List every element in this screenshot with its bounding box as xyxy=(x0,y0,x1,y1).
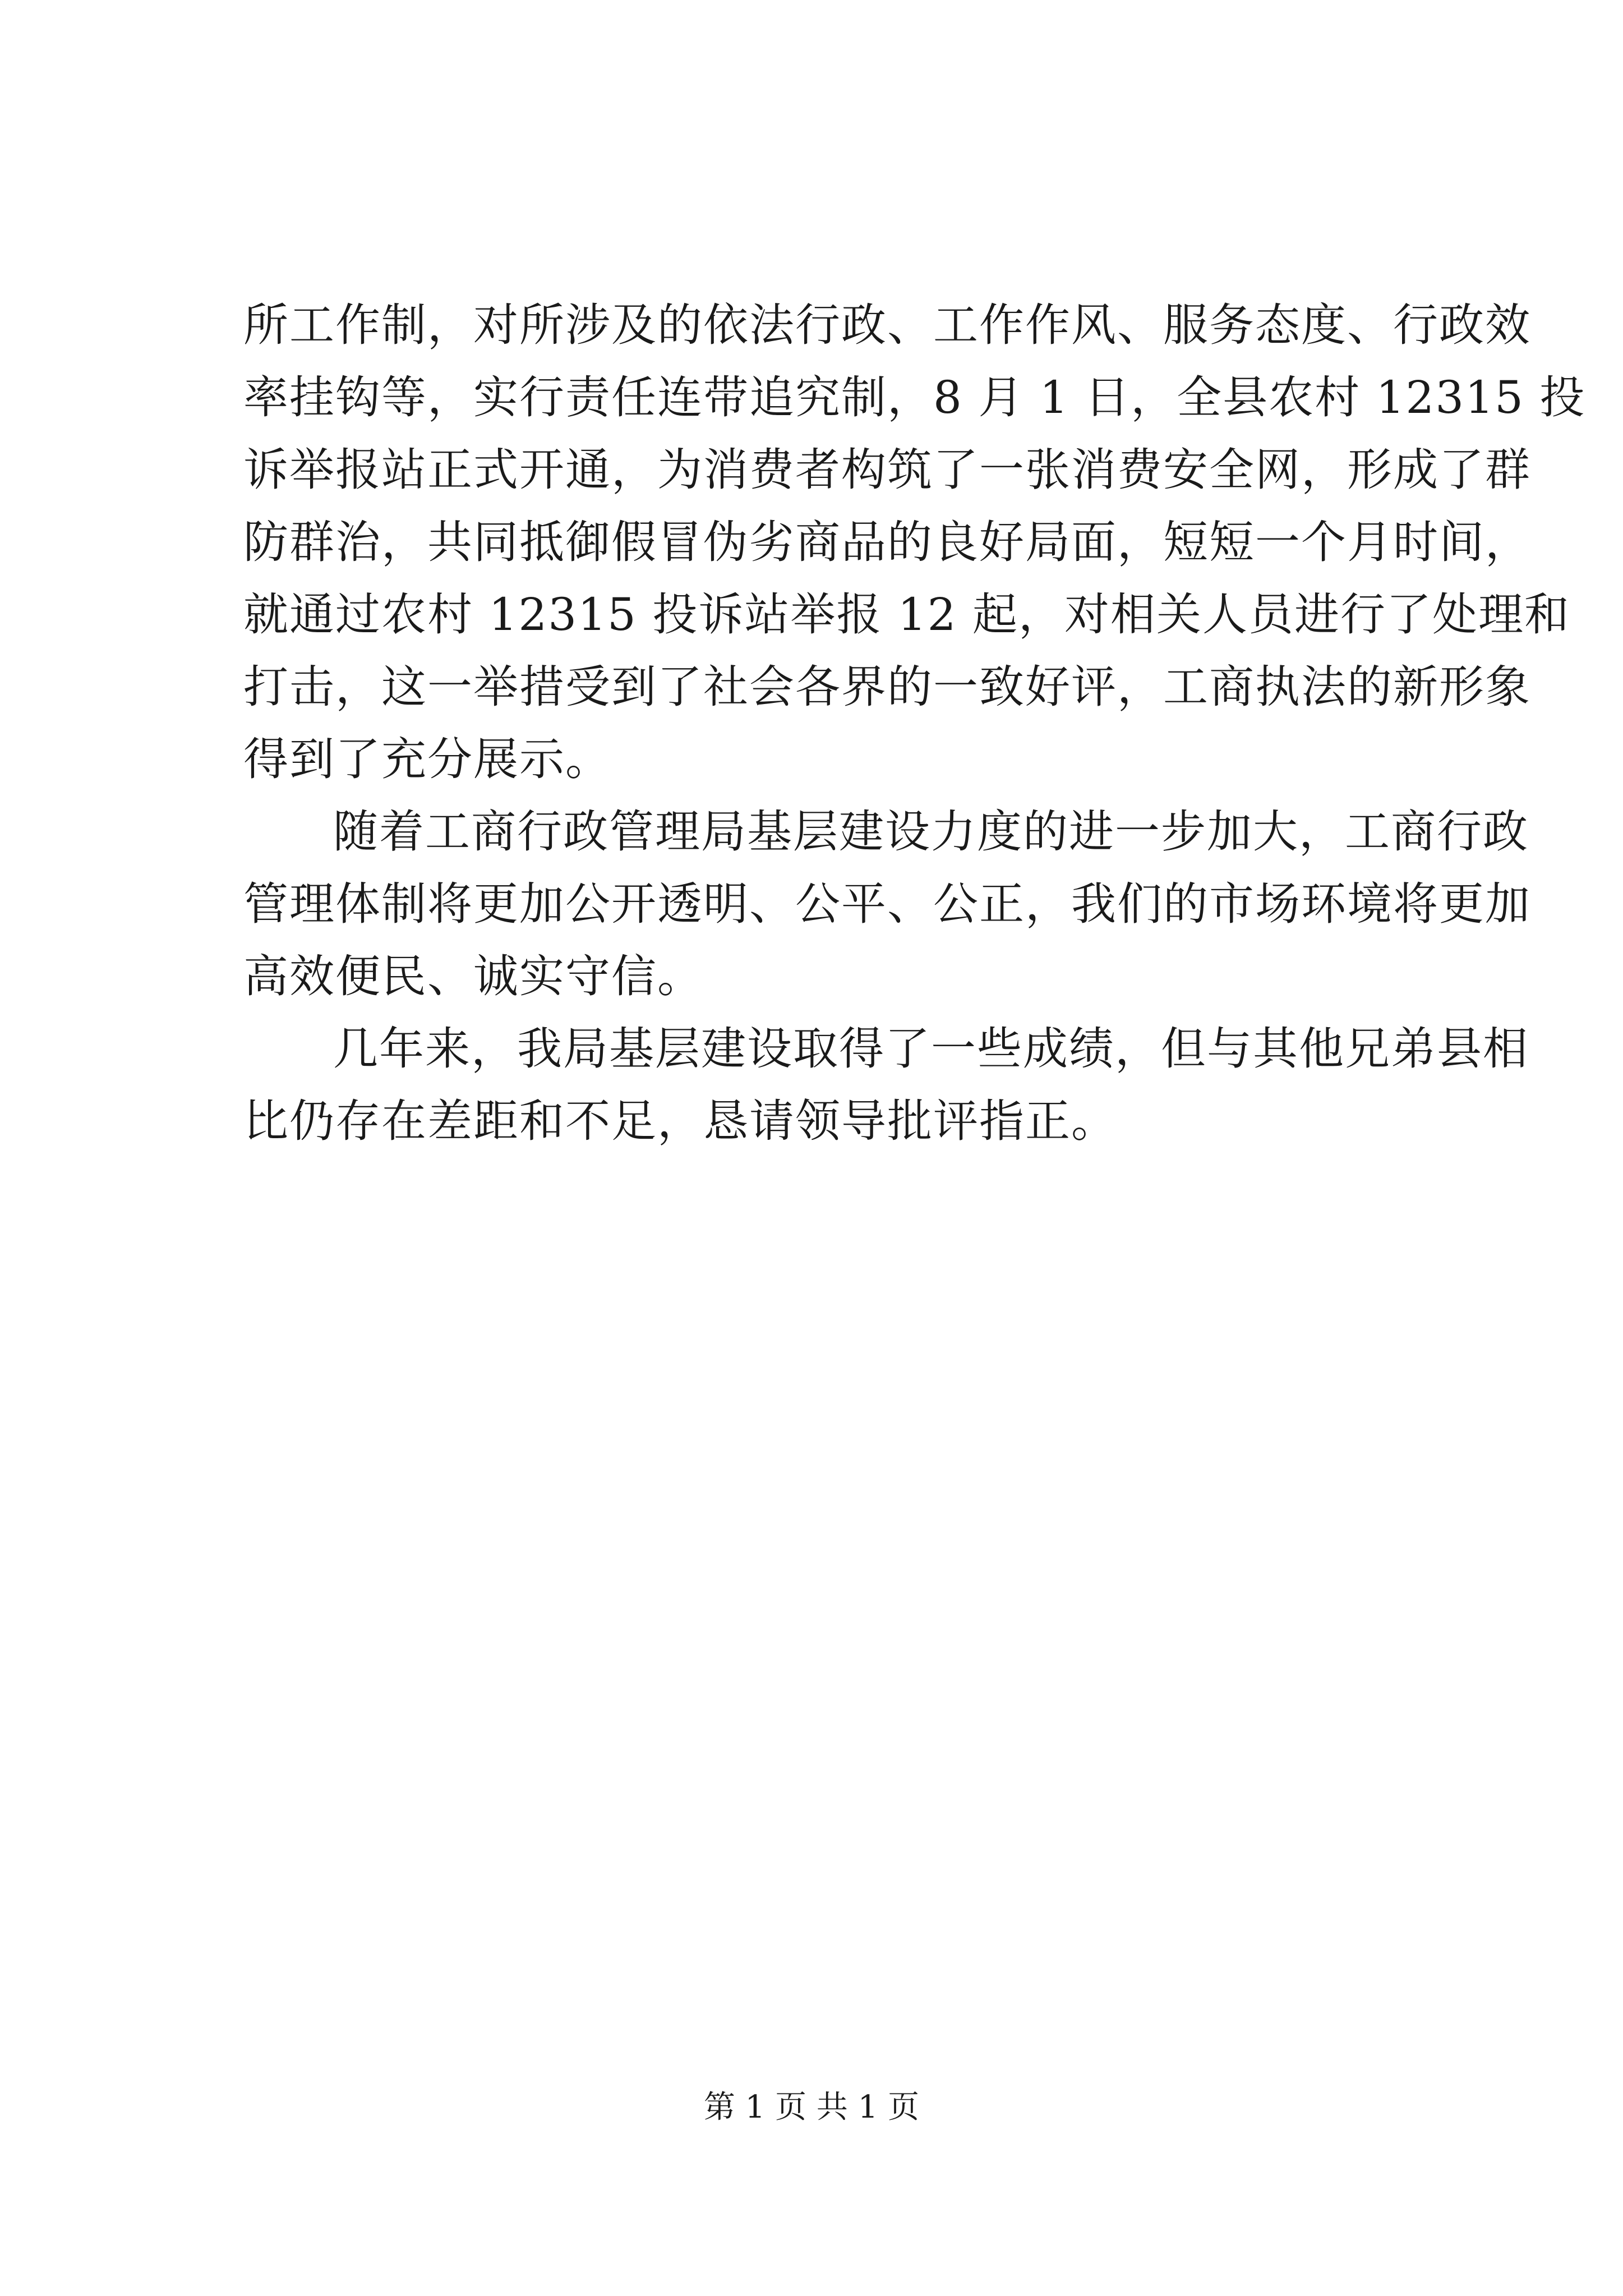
paragraph-line: 随着工商行政管理局基层建设力度的进一步加大，工商行政 xyxy=(333,806,1529,858)
paragraph-1 xyxy=(243,289,1586,795)
page-number-footer: 第 1 页 共 1 页 xyxy=(703,2089,920,2125)
paragraph-line: 管理体制将更加公开透明、公平、公正，我们的市场环境将更加 xyxy=(243,878,1531,930)
paragraph-line: 打击，这一举措受到了社会各界的一致好评，工商执法的新形象 xyxy=(243,661,1531,713)
paragraph-line: 几年来，我局基层建设取得了一些成绩，但与其他兄弟县相 xyxy=(333,1023,1529,1075)
paragraph-line: 防群治，共同抵御假冒伪劣商品的良好局面，短短一个月时间， xyxy=(243,516,1531,568)
paragraph-line: 得到了充分展示。 xyxy=(243,733,611,785)
paragraph-2 xyxy=(243,795,1531,1013)
paragraph-line: 就通过农村 12315 投诉站举报 12 起，对相关人员进行了处理和 xyxy=(243,588,1571,641)
paragraph-line: 比仍存在差距和不足，恳请领导批评指正。 xyxy=(243,1095,1117,1147)
paragraph-line: 所工作制，对所涉及的依法行政、工作作风、服务态度、行政效 xyxy=(243,299,1531,351)
paragraph-line: 高效便民、诚实守信。 xyxy=(243,950,703,1002)
body-text xyxy=(243,289,1586,1157)
paragraph-line: 率挂钩等，实行责任连带追究制，8 月 1 日，全县农村 12315 投 xyxy=(243,371,1586,424)
paragraph-line: 诉举报站正式开通，为消费者构筑了一张消费安全网，形成了群 xyxy=(243,444,1531,496)
paragraph-3 xyxy=(243,1013,1529,1157)
